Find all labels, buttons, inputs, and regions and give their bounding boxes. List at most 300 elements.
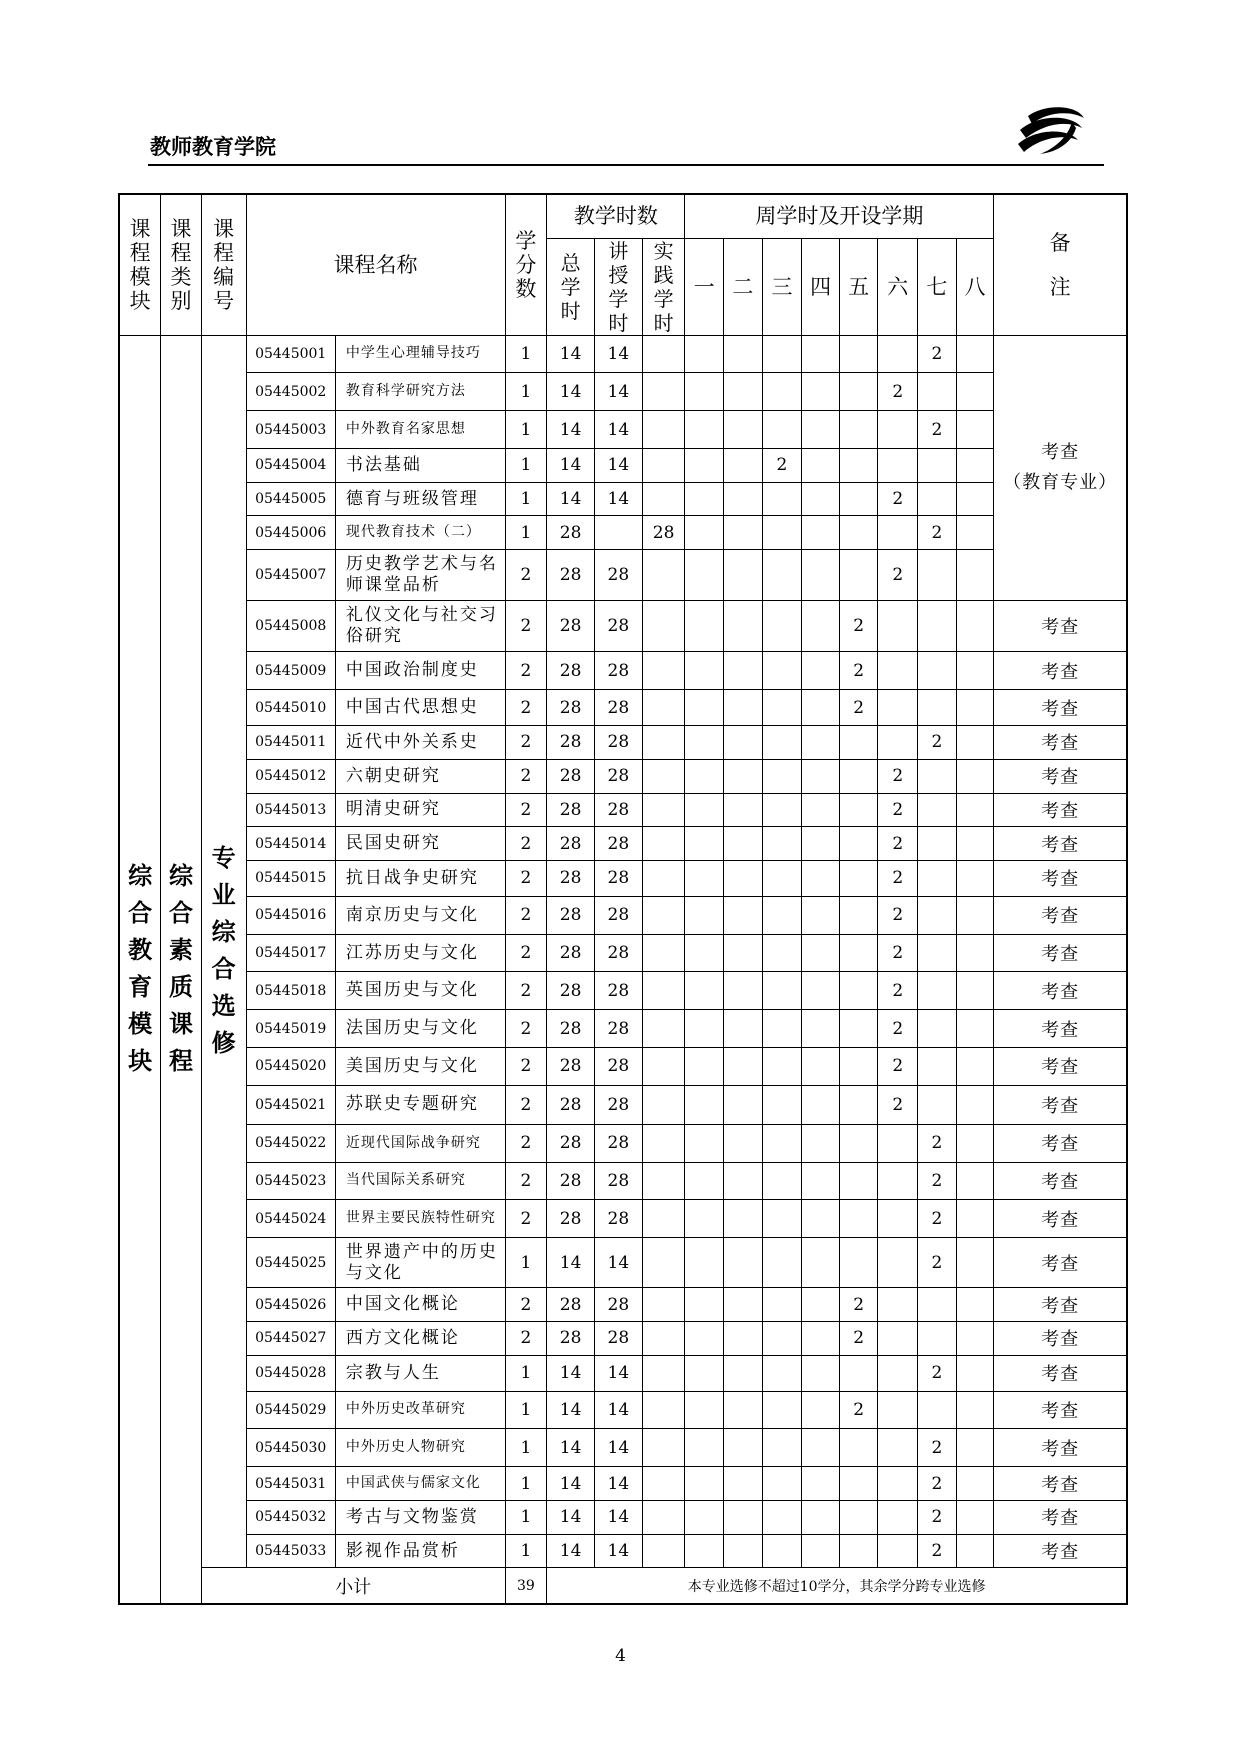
course-remark: 考查	[994, 934, 1127, 972]
table-row	[119, 1288, 1127, 1322]
table-row	[119, 1429, 1127, 1467]
semester-8-cell	[956, 1162, 994, 1200]
semester-5-cell	[839, 411, 878, 449]
semester-5-cell	[839, 1010, 878, 1048]
semester-5-cell	[839, 550, 878, 601]
semester-5-cell	[839, 726, 878, 760]
course-code: 05445031	[246, 1467, 335, 1501]
course-total-hours: 28	[547, 793, 595, 827]
semester-1-cell	[685, 1391, 724, 1429]
course-credit: 2	[505, 690, 547, 726]
semester-6-cell	[878, 690, 918, 726]
semester-7-cell	[918, 896, 957, 934]
course-practice-hours	[642, 550, 685, 601]
semester-6-cell: 2	[878, 827, 918, 861]
semester-1-cell	[685, 1467, 724, 1501]
course-name: 德育与班级管理	[335, 482, 505, 516]
semester-3-cell	[762, 373, 802, 411]
semester-6-cell: 2	[878, 896, 918, 934]
course-practice-hours	[642, 335, 685, 373]
semester-6-cell	[878, 726, 918, 760]
course-credit: 2	[505, 759, 547, 793]
semester-7-cell	[918, 1085, 957, 1124]
semester-7-cell	[918, 934, 957, 972]
course-lecture-hours	[595, 516, 643, 550]
course-practice-hours	[642, 934, 685, 972]
semester-6-cell	[878, 652, 918, 690]
semester-3-cell	[762, 652, 802, 690]
semester-8-cell	[956, 652, 994, 690]
course-total-hours: 28	[547, 1200, 595, 1238]
subtotal-label: 小计	[201, 1568, 505, 1604]
course-name: 法国历史与文化	[335, 1010, 505, 1048]
header-semester-8: 八	[956, 238, 994, 335]
course-name: 南京历史与文化	[335, 896, 505, 934]
course-practice-hours	[642, 601, 685, 652]
curriculum-table	[118, 193, 1128, 1605]
semester-8-cell	[956, 896, 994, 934]
semester-8-cell	[956, 1124, 994, 1162]
semester-4-cell	[802, 516, 840, 550]
course-code: 05445027	[246, 1322, 335, 1356]
semester-7-cell: 2	[918, 726, 957, 760]
semester-1-cell	[685, 1200, 724, 1238]
semester-3-cell	[762, 482, 802, 516]
semester-4-cell	[802, 726, 840, 760]
course-practice-hours	[642, 1355, 685, 1391]
course-total-hours: 28	[547, 550, 595, 601]
semester-7-cell	[918, 448, 957, 482]
semester-4-cell	[802, 1534, 840, 1568]
header-code: 课程编号	[201, 194, 246, 335]
semester-3-cell	[762, 516, 802, 550]
semester-4-cell	[802, 335, 840, 373]
course-remark: 考查	[994, 1534, 1127, 1568]
semester-7-cell	[918, 827, 957, 861]
course-total-hours: 28	[547, 652, 595, 690]
course-lecture-hours: 28	[595, 793, 643, 827]
course-credit: 1	[505, 482, 547, 516]
course-code: 05445005	[246, 482, 335, 516]
header-semester-4: 四	[802, 238, 840, 335]
semester-4-cell	[802, 1500, 840, 1534]
semester-3-cell: 2	[762, 448, 802, 482]
semester-2-cell	[724, 550, 763, 601]
semester-8-cell	[956, 1238, 994, 1288]
course-credit: 2	[505, 827, 547, 861]
course-total-hours: 28	[547, 934, 595, 972]
semester-7-cell: 2	[918, 411, 957, 449]
course-total-hours: 14	[547, 1467, 595, 1501]
course-code: 05445020	[246, 1048, 335, 1086]
course-name: 中学生心理辅导技巧	[335, 335, 505, 373]
course-total-hours: 28	[547, 1322, 595, 1356]
course-practice-hours	[642, 1500, 685, 1534]
course-credit: 2	[505, 896, 547, 934]
course-remark: 考查	[994, 896, 1127, 934]
course-code: 05445024	[246, 1200, 335, 1238]
semester-3-cell	[762, 827, 802, 861]
semester-1-cell	[685, 448, 724, 482]
course-name: 中国政治制度史	[335, 652, 505, 690]
semester-1-cell	[685, 373, 724, 411]
semester-8-cell	[956, 482, 994, 516]
course-practice-hours	[642, 411, 685, 449]
semester-8-cell	[956, 690, 994, 726]
semester-2-cell	[724, 1288, 763, 1322]
semester-7-cell	[918, 601, 957, 652]
semester-6-cell	[878, 1355, 918, 1391]
course-credit: 2	[505, 1322, 547, 1356]
semester-2-cell	[724, 759, 763, 793]
course-name: 美国历史与文化	[335, 1048, 505, 1086]
semester-4-cell	[802, 896, 840, 934]
semester-7-cell	[918, 690, 957, 726]
table-row	[119, 1124, 1127, 1162]
course-credit: 2	[505, 1124, 547, 1162]
course-name: 西方文化概论	[335, 1322, 505, 1356]
semester-7-cell	[918, 482, 957, 516]
semester-8-cell	[956, 601, 994, 652]
semester-8-cell	[956, 1429, 994, 1467]
course-total-hours: 14	[547, 482, 595, 516]
course-credit: 2	[505, 1085, 547, 1124]
course-code: 05445008	[246, 601, 335, 652]
semester-5-cell	[839, 759, 878, 793]
semester-6-cell	[878, 1467, 918, 1501]
course-lecture-hours: 28	[595, 1322, 643, 1356]
semester-6-cell: 2	[878, 1010, 918, 1048]
semester-5-cell: 2	[839, 1322, 878, 1356]
course-practice-hours	[642, 759, 685, 793]
semester-6-cell	[878, 1288, 918, 1322]
table-row	[119, 1322, 1127, 1356]
semester-7-cell	[918, 860, 957, 896]
course-name: 中外历史改革研究	[335, 1391, 505, 1429]
semester-6-cell: 2	[878, 793, 918, 827]
semester-2-cell	[724, 516, 763, 550]
semester-8-cell	[956, 1200, 994, 1238]
semester-2-cell	[724, 1200, 763, 1238]
course-remark: 考查	[994, 1500, 1127, 1534]
course-practice-hours	[642, 1200, 685, 1238]
course-credit: 2	[505, 972, 547, 1010]
semester-5-cell	[839, 827, 878, 861]
table-row	[119, 1391, 1127, 1429]
course-practice-hours	[642, 726, 685, 760]
course-remark: 考查	[994, 1048, 1127, 1086]
semester-8-cell	[956, 516, 994, 550]
semester-3-cell	[762, 411, 802, 449]
semester-4-cell	[802, 1467, 840, 1501]
course-credit: 2	[505, 1010, 547, 1048]
course-credit: 1	[505, 1500, 547, 1534]
semester-6-cell	[878, 516, 918, 550]
semester-1-cell	[685, 652, 724, 690]
header-semester-3: 三	[762, 238, 802, 335]
course-lecture-hours: 28	[595, 972, 643, 1010]
semester-5-cell	[839, 1355, 878, 1391]
course-credit: 2	[505, 860, 547, 896]
semester-7-cell: 2	[918, 1355, 957, 1391]
course-practice-hours	[642, 448, 685, 482]
semester-2-cell	[724, 601, 763, 652]
semester-5-cell	[839, 1085, 878, 1124]
semester-2-cell	[724, 335, 763, 373]
semester-5-cell	[839, 516, 878, 550]
semester-3-cell	[762, 793, 802, 827]
course-total-hours: 14	[547, 1238, 595, 1288]
semester-1-cell	[685, 482, 724, 516]
course-lecture-hours: 28	[595, 1162, 643, 1200]
course-code: 05445013	[246, 793, 335, 827]
semester-7-cell: 2	[918, 1162, 957, 1200]
course-lecture-hours: 28	[595, 690, 643, 726]
semester-6-cell: 2	[878, 860, 918, 896]
semester-7-cell	[918, 373, 957, 411]
semester-1-cell	[685, 726, 724, 760]
semester-4-cell	[802, 1429, 840, 1467]
semester-1-cell	[685, 1355, 724, 1391]
course-total-hours: 14	[547, 411, 595, 449]
course-practice-hours	[642, 972, 685, 1010]
semester-3-cell	[762, 335, 802, 373]
semester-6-cell	[878, 411, 918, 449]
semester-7-cell: 2	[918, 335, 957, 373]
semester-4-cell	[802, 1238, 840, 1288]
course-total-hours: 28	[547, 827, 595, 861]
semester-3-cell	[762, 759, 802, 793]
course-remark: 考查	[994, 1085, 1127, 1124]
semester-5-cell	[839, 1429, 878, 1467]
course-name: 中国文化概论	[335, 1288, 505, 1322]
semester-4-cell	[802, 1355, 840, 1391]
semester-8-cell	[956, 759, 994, 793]
header-semester-2: 二	[724, 238, 763, 335]
semester-5-cell: 2	[839, 1391, 878, 1429]
course-total-hours: 28	[547, 1010, 595, 1048]
course-remark: 考查	[994, 1467, 1127, 1501]
course-remark: 考查	[994, 652, 1127, 690]
semester-2-cell	[724, 482, 763, 516]
course-credit: 2	[505, 601, 547, 652]
course-lecture-hours: 14	[595, 1500, 643, 1534]
semester-4-cell	[802, 411, 840, 449]
semester-6-cell	[878, 601, 918, 652]
semester-3-cell	[762, 1534, 802, 1568]
semester-2-cell	[724, 1010, 763, 1048]
course-lecture-hours: 14	[595, 1355, 643, 1391]
header-lecture-hours: 讲授学时	[595, 238, 643, 335]
semester-7-cell: 2	[918, 1200, 957, 1238]
header-rule	[148, 164, 1104, 166]
course-remark: 考查	[994, 827, 1127, 861]
course-name: 宗教与人生	[335, 1355, 505, 1391]
course-remark: 考查	[994, 1288, 1127, 1322]
semester-3-cell	[762, 1288, 802, 1322]
header-semester-5: 五	[839, 238, 878, 335]
course-code: 05445026	[246, 1288, 335, 1322]
semester-8-cell	[956, 1010, 994, 1048]
semester-6-cell	[878, 1391, 918, 1429]
table-row	[119, 827, 1127, 861]
course-total-hours: 28	[547, 726, 595, 760]
course-credit: 1	[505, 1355, 547, 1391]
header-module: 课程模块	[119, 194, 161, 335]
semester-4-cell	[802, 1288, 840, 1322]
semester-3-cell	[762, 1467, 802, 1501]
course-code: 05445004	[246, 448, 335, 482]
page-number: 4	[615, 1646, 626, 1666]
group-remark: 考查 （教育专业）	[994, 335, 1127, 601]
table-row	[119, 1500, 1127, 1534]
semester-4-cell	[802, 601, 840, 652]
semester-4-cell	[802, 1391, 840, 1429]
semester-6-cell: 2	[878, 759, 918, 793]
semester-2-cell	[724, 793, 763, 827]
header-practice-hours: 实践学时	[642, 238, 685, 335]
semester-4-cell	[802, 448, 840, 482]
semester-4-cell	[802, 1085, 840, 1124]
course-practice-hours	[642, 1322, 685, 1356]
course-code: 05445002	[246, 373, 335, 411]
semester-4-cell	[802, 759, 840, 793]
semester-3-cell	[762, 690, 802, 726]
table-row	[119, 335, 1127, 373]
semester-1-cell	[685, 896, 724, 934]
semester-2-cell	[724, 1391, 763, 1429]
table-row	[119, 860, 1127, 896]
semester-1-cell	[685, 1238, 724, 1288]
semester-1-cell	[685, 690, 724, 726]
semester-6-cell	[878, 1238, 918, 1288]
course-name: 近现代国际战争研究	[335, 1124, 505, 1162]
table-row	[119, 1355, 1127, 1391]
semester-6-cell	[878, 1322, 918, 1356]
semester-6-cell: 2	[878, 972, 918, 1010]
semester-6-cell: 2	[878, 550, 918, 601]
semester-1-cell	[685, 411, 724, 449]
course-name: 书法基础	[335, 448, 505, 482]
course-credit: 2	[505, 934, 547, 972]
subtotal-credits: 39	[505, 1568, 547, 1604]
course-lecture-hours: 14	[595, 411, 643, 449]
semester-5-cell	[839, 934, 878, 972]
course-code: 05445022	[246, 1124, 335, 1162]
semester-6-cell	[878, 1162, 918, 1200]
course-total-hours: 28	[547, 1085, 595, 1124]
course-remark: 考查	[994, 1391, 1127, 1429]
course-name: 抗日战争史研究	[335, 860, 505, 896]
semester-8-cell	[956, 827, 994, 861]
semester-2-cell	[724, 860, 763, 896]
course-name: 明清史研究	[335, 793, 505, 827]
course-code: 05445011	[246, 726, 335, 760]
semester-6-cell	[878, 1534, 918, 1568]
course-total-hours: 14	[547, 1391, 595, 1429]
course-lecture-hours: 14	[595, 482, 643, 516]
course-practice-hours	[642, 896, 685, 934]
header-credits: 学分数	[505, 194, 547, 335]
semester-8-cell	[956, 550, 994, 601]
semester-3-cell	[762, 1429, 802, 1467]
course-lecture-hours: 14	[595, 1391, 643, 1429]
course-credit: 2	[505, 793, 547, 827]
table-row	[119, 550, 1127, 601]
semester-2-cell	[724, 896, 763, 934]
semester-5-cell: 2	[839, 652, 878, 690]
semester-7-cell	[918, 1010, 957, 1048]
semester-3-cell	[762, 1162, 802, 1200]
semester-7-cell	[918, 550, 957, 601]
course-code: 05445015	[246, 860, 335, 896]
course-total-hours: 28	[547, 860, 595, 896]
course-remark: 考查	[994, 726, 1127, 760]
course-total-hours: 28	[547, 1124, 595, 1162]
course-practice-hours	[642, 690, 685, 726]
semester-2-cell	[724, 373, 763, 411]
semester-7-cell: 2	[918, 1124, 957, 1162]
course-credit: 1	[505, 1534, 547, 1568]
semester-2-cell	[724, 1238, 763, 1288]
semester-1-cell	[685, 335, 724, 373]
course-lecture-hours: 28	[595, 601, 643, 652]
semester-5-cell	[839, 1162, 878, 1200]
course-lecture-hours: 28	[595, 934, 643, 972]
semester-7-cell	[918, 759, 957, 793]
semester-4-cell	[802, 550, 840, 601]
semester-6-cell	[878, 1429, 918, 1467]
table-row	[119, 1048, 1127, 1086]
course-practice-hours: 28	[642, 516, 685, 550]
semester-2-cell	[724, 1355, 763, 1391]
semester-3-cell	[762, 934, 802, 972]
semester-8-cell	[956, 1500, 994, 1534]
course-code: 05445017	[246, 934, 335, 972]
semester-7-cell: 2	[918, 1467, 957, 1501]
course-lecture-hours: 28	[595, 1085, 643, 1124]
semester-2-cell	[724, 1500, 763, 1534]
semester-8-cell	[956, 1322, 994, 1356]
semester-4-cell	[802, 934, 840, 972]
course-practice-hours	[642, 827, 685, 861]
course-total-hours: 28	[547, 759, 595, 793]
course-practice-hours	[642, 1085, 685, 1124]
semester-3-cell	[762, 1355, 802, 1391]
course-name: 民国史研究	[335, 827, 505, 861]
course-credit: 1	[505, 1429, 547, 1467]
header-semester-group: 周学时及开设学期	[685, 194, 994, 238]
semester-2-cell	[724, 1085, 763, 1124]
semester-8-cell	[956, 335, 994, 373]
semester-2-cell	[724, 1048, 763, 1086]
course-code: 05445010	[246, 690, 335, 726]
course-lecture-hours: 28	[595, 1010, 643, 1048]
course-practice-hours	[642, 652, 685, 690]
semester-7-cell: 2	[918, 516, 957, 550]
course-total-hours: 14	[547, 448, 595, 482]
table-row	[119, 373, 1127, 411]
course-remark: 考查	[994, 759, 1127, 793]
course-code: 05445028	[246, 1355, 335, 1391]
semester-8-cell	[956, 1534, 994, 1568]
semester-2-cell	[724, 1467, 763, 1501]
course-code: 05445014	[246, 827, 335, 861]
semester-1-cell	[685, 972, 724, 1010]
semester-4-cell	[802, 1010, 840, 1048]
course-total-hours: 28	[547, 896, 595, 934]
table-row	[119, 896, 1127, 934]
